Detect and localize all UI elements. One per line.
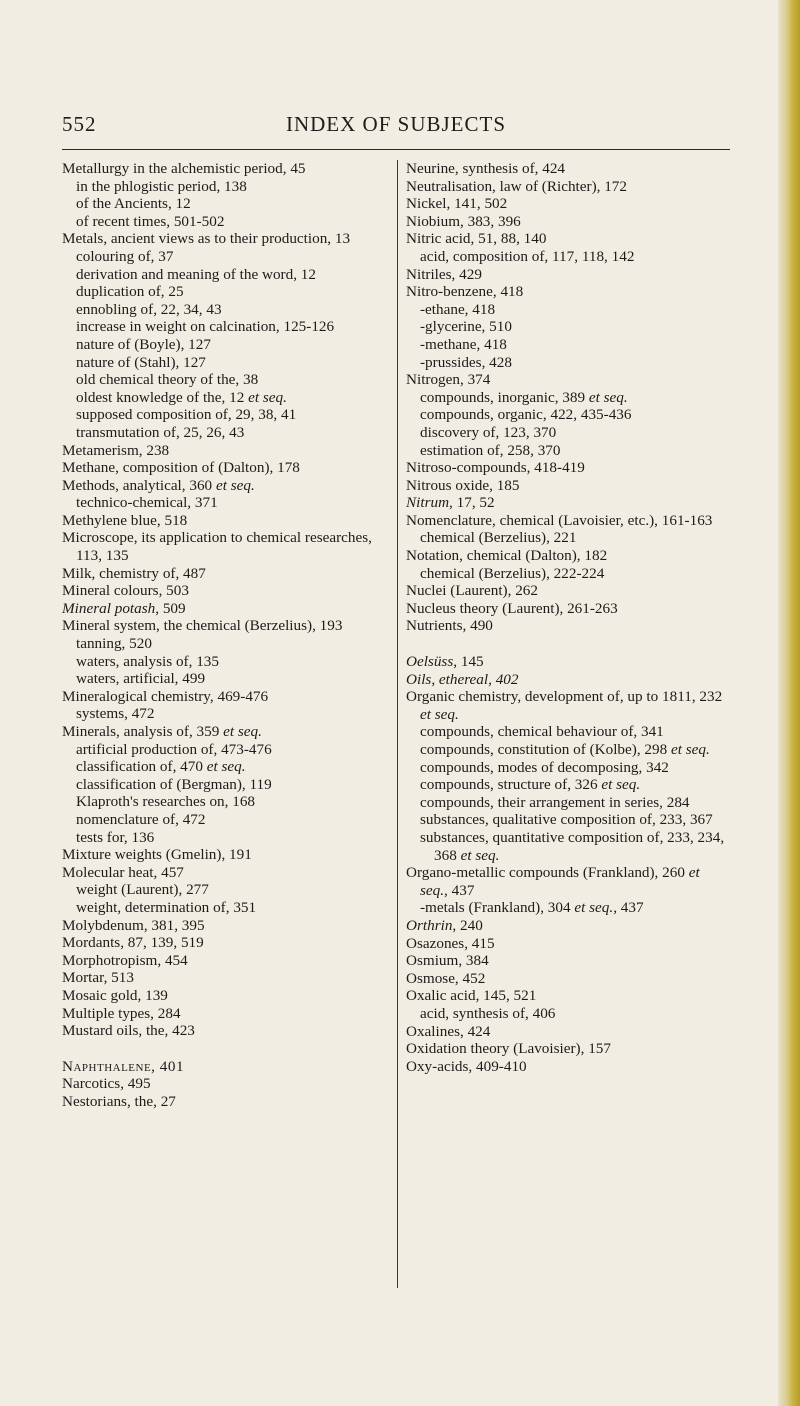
index-entry: Nucleus theory (Laurent), 261-263 <box>406 599 618 617</box>
index-subentry: technico-chemical, 371 <box>76 494 218 512</box>
index-subentry: -glycerine, 510 <box>420 318 512 336</box>
index-entry: Oxidation theory (Lavoisier), 157 <box>406 1040 611 1058</box>
index-entry: Minerals, analysis of, 359 et seq. <box>62 723 262 740</box>
index-subentry: discovery of, 123, 370 <box>420 423 557 441</box>
index-entry: Mosaic gold, 139 <box>62 986 168 1004</box>
index-subentry: classification of (Bergman), 119 <box>76 775 272 793</box>
index-subentry: compounds, organic, 422, 435-436 <box>420 406 632 424</box>
index-entry: Mordants, 87, 139, 519 <box>62 934 204 952</box>
index-subentry: tanning, 520 <box>76 635 152 653</box>
index-entry: Oils, ethereal, 402 <box>406 670 519 688</box>
index-entry: Mineral potash, 509 <box>62 599 186 617</box>
index-subentry: chemical (Berzelius), 221 <box>420 529 577 547</box>
page-edge <box>778 0 800 1406</box>
index-subentry: systems, 472 <box>76 705 155 723</box>
index-subentry: -metals (Frankland), 304 et seq., 437 <box>420 899 644 917</box>
index-subentry: ennobling of, 22, 34, 43 <box>76 300 222 318</box>
index-subentry: weight, determination of, 351 <box>76 898 257 916</box>
index-entry: Oxalic acid, 145, 521 <box>406 987 537 1005</box>
index-entry: Mortar, 513 <box>62 969 134 987</box>
index-column-left <box>62 160 387 1110</box>
header-rule <box>62 149 730 150</box>
index-subentry: estimation of, 258, 370 <box>420 441 561 459</box>
page-number: 552 <box>62 112 97 136</box>
index-entry: Niobium, 383, 396 <box>406 212 521 230</box>
index-subentry: compounds, modes of decomposing, 342 <box>420 758 669 776</box>
index-entry: Orthrin, 240 <box>406 916 483 934</box>
index-subentry: waters, analysis of, 135 <box>76 652 219 670</box>
index-entry: Milk, chemistry of, 487 <box>62 564 206 582</box>
index-subentry: of recent times, 501-502 <box>76 212 225 230</box>
index-entry: Oxalines, 424 <box>406 1022 491 1040</box>
index-subentry: supposed composition of, 29, 38, 41 <box>76 406 297 424</box>
index-entry: Nitrum, 17, 52 <box>406 494 495 512</box>
index-subentry: substances, qualitative composition of, 233, 367 <box>420 811 713 829</box>
index-column-right <box>406 160 726 1075</box>
index-entry: Organo-metallic compounds (Frankland), 260 et seq., 437 <box>406 864 700 899</box>
index-subentry: nomenclature of, 472 <box>76 810 206 828</box>
index-subentry: old chemical theory of the, 38 <box>76 371 259 389</box>
index-entry: Oxy-acids, 409-410 <box>406 1057 527 1075</box>
index-subentry: oldest knowledge of the, 12 et seq. <box>76 388 287 406</box>
index-entry: Narcotics, 495 <box>62 1075 151 1093</box>
index-subentry: of the Ancients, 12 <box>76 195 191 213</box>
index-entry: Osmium, 384 <box>406 952 489 970</box>
page-header <box>62 112 730 142</box>
index-entry: Naphthalene, 401 <box>62 1057 185 1075</box>
index-entry: Nestorians, the, 27 <box>62 1092 176 1110</box>
index-subentry: weight (Laurent), 277 <box>76 881 209 899</box>
index-entry: Microscope, its application to chemical researches, 113, 135 <box>62 529 372 565</box>
index-entry: Nitrous oxide, 185 <box>406 476 520 494</box>
index-entry: Metamerism, 238 <box>62 441 170 459</box>
index-subentry: -ethane, 418 <box>420 300 496 318</box>
index-entry: Nitriles, 429 <box>406 265 482 283</box>
index-entry: Organic chemistry, development of, up to 1811, 232 et seq. <box>406 688 723 723</box>
index-entry: Metals, ancient views as to their production, 13 <box>62 230 351 248</box>
index-entry: Osazones, 415 <box>406 934 495 952</box>
index-subentry: compounds, chemical behaviour of, 341 <box>420 723 664 741</box>
index-subentry: compounds, inorganic, 389 et seq. <box>420 388 628 406</box>
index-subentry: increase in weight on calcination, 125-126 <box>76 318 335 336</box>
index-subentry: chemical (Berzelius), 222-224 <box>420 564 605 582</box>
section-gap <box>406 635 726 653</box>
index-entry: Nitrogen, 374 <box>406 371 491 389</box>
index-subentry: -prussides, 428 <box>420 353 512 371</box>
index-subentry: transmutation of, 25, 26, 43 <box>76 423 245 441</box>
index-subentry: classification of, 470 et seq. <box>76 758 246 776</box>
index-entry: Nutrients, 490 <box>406 617 493 635</box>
index-entry: Nitro-benzene, 418 <box>406 283 524 301</box>
index-entry: Nitroso-compounds, 418-419 <box>406 459 585 477</box>
index-entry: Molybdenum, 381, 395 <box>62 916 205 934</box>
index-entry: Metallurgy in the alchemistic period, 45 <box>62 160 306 177</box>
index-entry: Neurine, synthesis of, 424 <box>406 160 566 177</box>
index-subentry: in the phlogistic period, 138 <box>76 177 247 195</box>
index-entry: Methylene blue, 518 <box>62 511 188 529</box>
index-subentry: artificial production of, 473-476 <box>76 740 272 758</box>
index-entry: Neutralisation, law of (Richter), 172 <box>406 177 627 195</box>
index-entry: Methods, analytical, 360 et seq. <box>62 476 255 494</box>
index-entry: Mineralogical chemistry, 469-476 <box>62 687 269 705</box>
index-entry: Nuclei (Laurent), 262 <box>406 582 538 600</box>
index-subentry: Klaproth's researches on, 168 <box>76 793 256 811</box>
index-subentry: nature of (Boyle), 127 <box>76 335 211 353</box>
index-subentry: compounds, constitution of (Kolbe), 298 et seq. <box>420 741 710 758</box>
index-subentry: acid, composition of, 117, 118, 142 <box>420 247 635 265</box>
index-entry: Nickel, 141, 502 <box>406 195 508 213</box>
index-subentry: compounds, structure of, 326 et seq. <box>420 776 641 794</box>
index-entry: Osmose, 452 <box>406 969 486 987</box>
section-gap <box>62 1040 387 1058</box>
index-entry: Notation, chemical (Dalton), 182 <box>406 547 608 565</box>
index-subentry: tests for, 136 <box>76 828 155 846</box>
column-divider <box>397 160 398 1288</box>
index-subentry: colouring of, 37 <box>76 247 174 265</box>
running-title: INDEX OF SUBJECTS <box>285 112 507 136</box>
index-entry: Methane, composition of (Dalton), 178 <box>62 459 300 477</box>
index-entry: Mixture weights (Gmelin), 191 <box>62 846 252 864</box>
index-subentry: waters, artificial, 499 <box>76 670 206 688</box>
index-entry: Morphotropism, 454 <box>62 951 188 969</box>
index-subentry: compounds, their arrangement in series, 284 <box>420 793 690 811</box>
index-subentry: derivation and meaning of the word, 12 <box>76 265 316 283</box>
index-subentry: nature of (Stahl), 127 <box>76 353 206 371</box>
index-entry: Mineral colours, 503 <box>62 582 189 600</box>
index-entry: Nomenclature, chemical (Lavoisier, etc.), 161-163 <box>406 511 713 529</box>
index-subentry: duplication of, 25 <box>76 283 184 301</box>
index-entry: Molecular heat, 457 <box>62 863 184 881</box>
index-entry: Mustard oils, the, 423 <box>62 1022 195 1040</box>
index-entry: Nitric acid, 51, 88, 140 <box>406 230 547 248</box>
index-subentry: substances, quantitative composition of, 233, 234, 368 et seq. <box>420 828 725 864</box>
index-entry: Multiple types, 284 <box>62 1004 181 1022</box>
index-subentry: -methane, 418 <box>420 335 507 353</box>
index-entry: Mineral system, the chemical (Berzelius), 193 <box>62 617 343 635</box>
index-entry: Oelsüss, 145 <box>406 653 484 671</box>
index-subentry: acid, synthesis of, 406 <box>420 1004 556 1022</box>
